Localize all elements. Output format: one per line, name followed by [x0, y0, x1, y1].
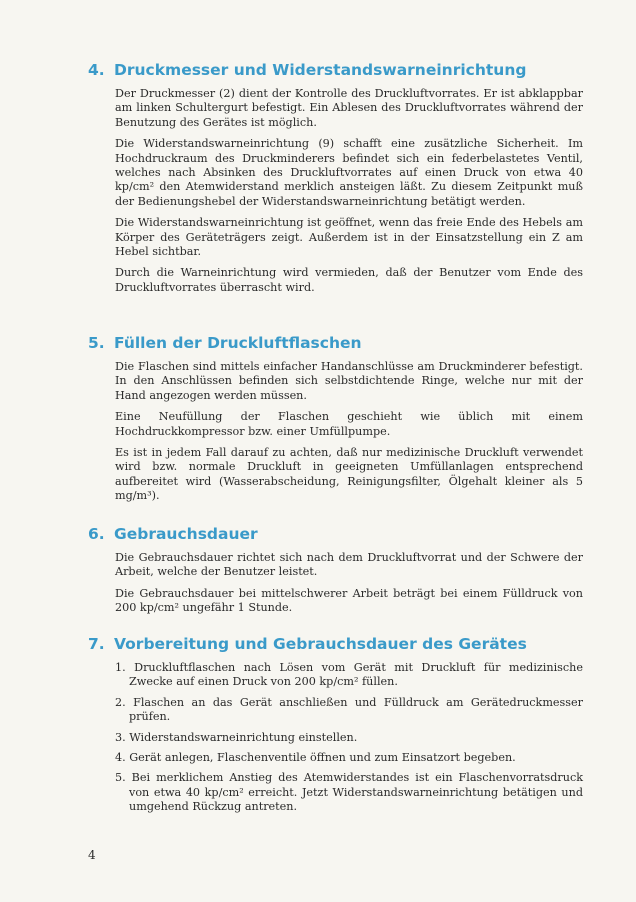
paragraph: Die Widerstandswarneinrichtung ist geöffnet, wenn das freie Ende des Hebels am Körper des Geräteträgers zeigt. Außerdem ist in der Einsatzstellung ein Z am Hebel sichtbar.: [115, 216, 583, 259]
section-number: 5.: [88, 334, 105, 352]
paragraph: Es ist in jedem Fall darauf zu achten, daß nur medizinische Druckluft verwendet wird bzw. normale Druckluft in geeigneten Umfüllanlagen entsprechend aufbereitet wird (Wasserabscheidung, Reinigungsfilter, Ölgehalt kleiner als 5 mg/m³).: [115, 446, 583, 503]
paragraph: Die Gebrauchsdauer richtet sich nach dem Druckluftvorrat und der Schwere der Arbeit, welche der Benutzer leistet.: [115, 551, 583, 579]
section-heading: [88, 524, 583, 544]
paragraph: Die Gebrauchsdauer bei mittelschwerer Arbeit beträgt bei einem Fülldruck von 200 kp/cm² ungefähr 1 Stunde.: [115, 586, 583, 615]
list-item: 1. Druckluftflaschen nach Lösen vom Gerät mit Druckluft für medizinische Zwecke auf einen Druck von 200 kp/cm² füllen.: [115, 661, 583, 689]
section-title: Füllen der Druckluftflaschen: [114, 334, 362, 352]
list-item: 3. Widerstandswarneinrichtung einstellen.: [115, 730, 358, 744]
list-item: 2. Flaschen an das Gerät anschließen und Fülldruck am Gerätedruckmesser prüfen.: [115, 695, 583, 724]
paragraph: Der Druckmesser (2) dient der Kontrolle des Druckluftvorrates. Er ist abklappbar am linken Schultergurt befestigt. Ein Ablesen des Druckluftvorrates während der Benutzung des Gerätes ist möglich.: [115, 87, 583, 129]
list-item: 5. Bei merklichem Anstieg des Atemwiderstandes ist ein Flaschenvorratsdruck von etwa 40 kp/cm² erreicht. Jetzt Widerstandswarneinrichtung betätigen und umgehend Rückzug antreten.: [115, 771, 583, 814]
section-heading: [88, 333, 583, 353]
section-number: 4.: [88, 61, 105, 79]
page-number: 4: [88, 848, 96, 862]
paragraph: Durch die Warneinrichtung wird vermieden, daß der Benutzer vom Ende des Druckluftvorrates überrascht wird.: [115, 266, 583, 294]
section-5: [88, 333, 583, 511]
paragraph: Eine Neufüllung der Flaschen geschieht wie üblich mit einem Hochdruckkompressor bzw. einer Umfüllpumpe.: [115, 410, 583, 438]
section-number: 7.: [88, 635, 105, 653]
section-heading: [88, 60, 583, 80]
section-heading: [88, 634, 583, 654]
section-number: 6.: [88, 525, 105, 543]
section-title: Druckmesser und Widerstandswarneinrichtung: [114, 61, 527, 79]
list-item: 4. Gerät anlegen, Flaschenventile öffnen und zum Einsatzort begeben.: [115, 751, 516, 765]
section-7: [88, 634, 583, 821]
section-4: [88, 60, 583, 302]
section-6: [88, 524, 583, 623]
paragraph: Die Flaschen sind mittels einfacher Handanschlüsse am Druckminderer befestigt. In den Anschlüssen befinden sich selbstdichtende Ringe, welche nur mit der Hand angezogen werden müssen.: [115, 360, 583, 402]
section-title: Vorbereitung und Gebrauchsdauer des Gerätes: [114, 635, 527, 653]
section-title: Gebrauchsdauer: [114, 525, 258, 543]
paragraph: Die Widerstandswarneinrichtung (9) schafft eine zusätzliche Sicherheit. Im Hochdruckraum des Druckminderers befindet sich ein federbelastetes Ventil, welches nach Absinken des Druckluftvorrates auf einen Druck von etwa 40 kp/cm² den Atemwiderstand merklich ansteigen läßt. Zu diesem Zeitpunkt muß der Bedienungshebel der Widerstandswarneinrichtung betätigt werden.: [115, 137, 583, 208]
instruction-list: [115, 661, 583, 815]
